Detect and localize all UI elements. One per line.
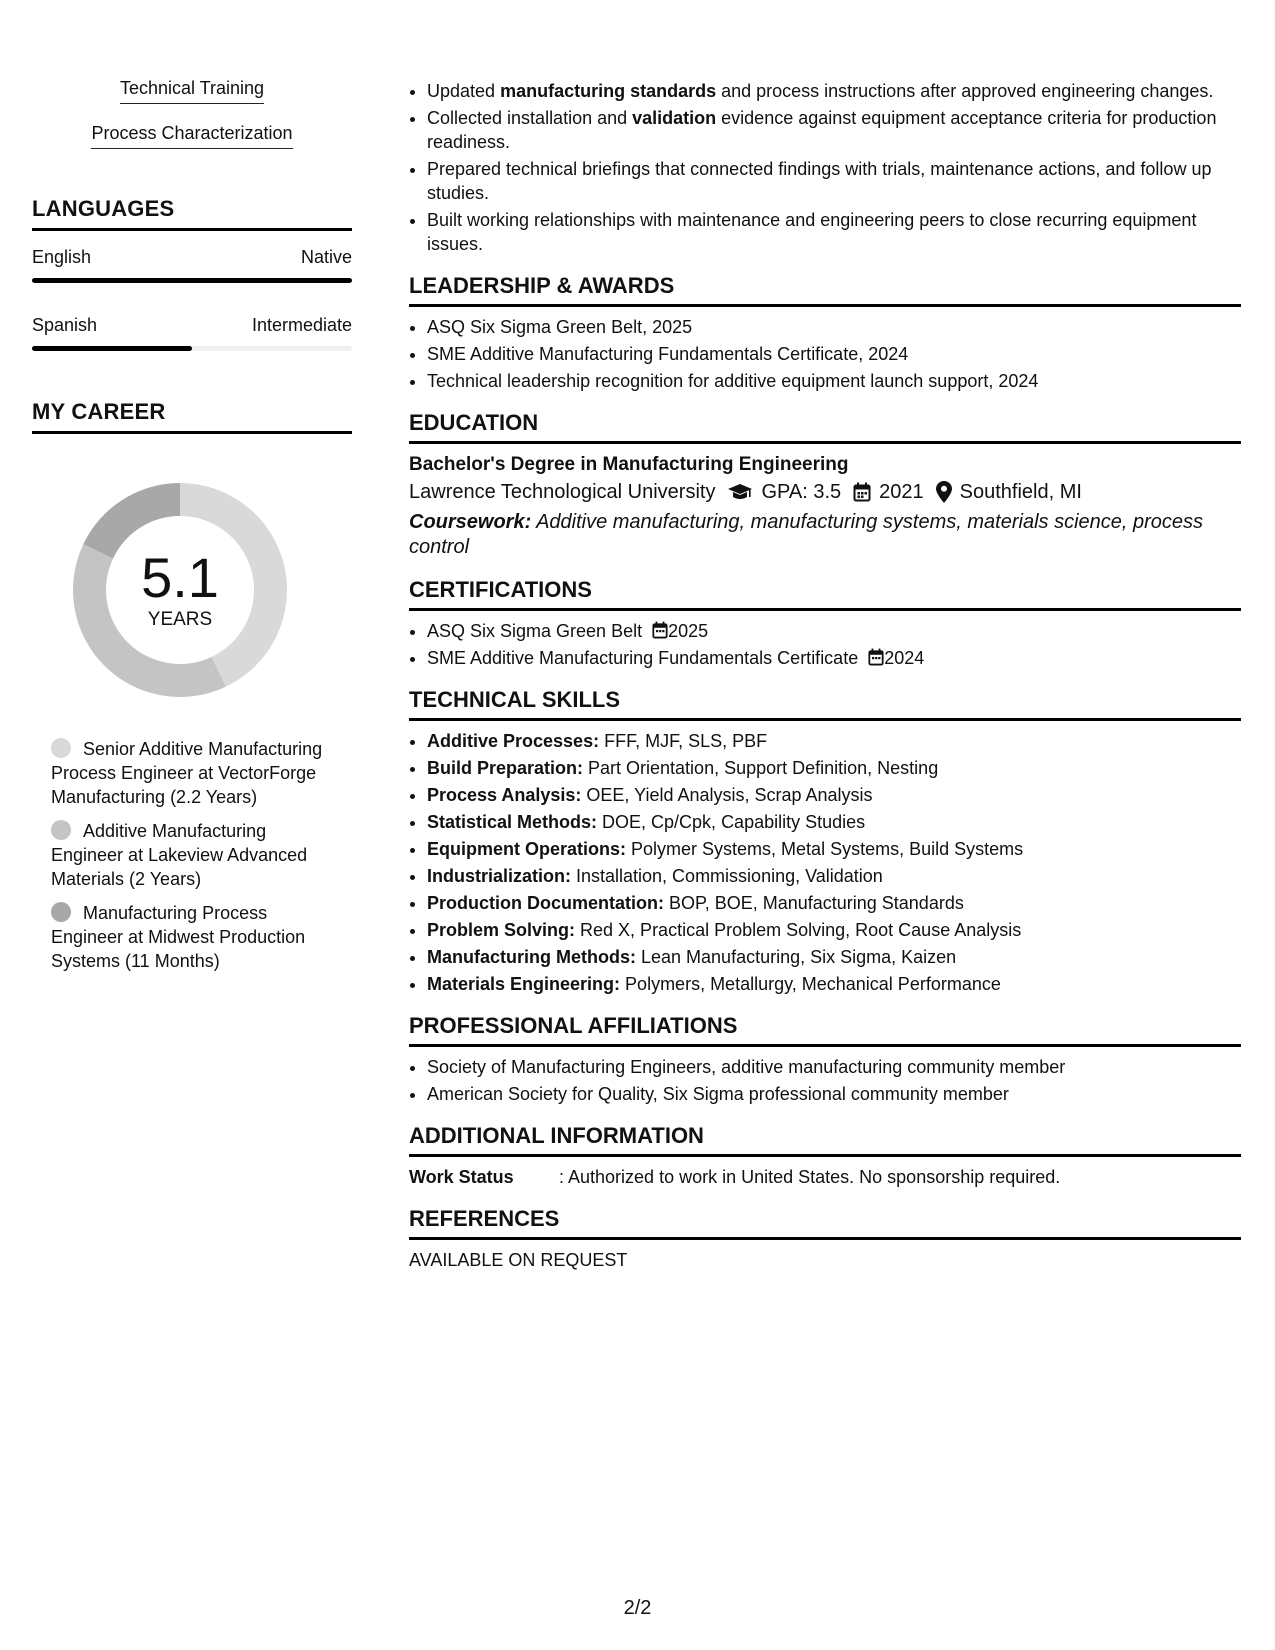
certification-name: SME Additive Manufacturing Fundamentals Certificate bbox=[427, 648, 859, 668]
certification-item bbox=[427, 646, 1241, 670]
skill-category: Materials Engineering: bbox=[427, 974, 621, 994]
career-job-item bbox=[51, 819, 352, 891]
additional-info-section bbox=[409, 1123, 1241, 1189]
graduation-year: 2021 bbox=[879, 481, 924, 503]
language-level: Intermediate bbox=[251, 315, 352, 335]
language-proficiency-fill bbox=[32, 346, 192, 351]
coursework bbox=[409, 510, 1241, 560]
experience-bullets bbox=[409, 79, 1241, 256]
donut-center bbox=[67, 546, 293, 631]
references-section bbox=[409, 1206, 1241, 1272]
certification-year: 2024 bbox=[884, 648, 925, 668]
affiliations-list bbox=[409, 1055, 1241, 1106]
skill-category: Problem Solving: bbox=[427, 920, 576, 940]
references-text: AVAILABLE ON REQUEST bbox=[409, 1250, 628, 1270]
language-list bbox=[32, 245, 352, 351]
skill-tags bbox=[32, 76, 352, 166]
bullet-emphasis: validation bbox=[632, 108, 717, 128]
bullet-text: Prepared technical briefings that connected findings with trials, maintenance actions, and follow up studies. bbox=[427, 159, 1212, 203]
affiliation-item: • American Society for Quality, Six Sigma professional community member bbox=[427, 1082, 1241, 1106]
technical-skill-item bbox=[427, 864, 1241, 888]
leadership-item: • ASQ Six Sigma Green Belt, 2025 bbox=[427, 315, 1241, 339]
education-section bbox=[409, 410, 1241, 560]
skill-values: BOP, BOE, Manufacturing Standards bbox=[664, 893, 964, 913]
map-pin-icon bbox=[936, 481, 952, 503]
legend-dot-icon bbox=[51, 738, 71, 758]
skill-category: Statistical Methods: bbox=[427, 812, 598, 832]
bullet-text: and process instructions after approved engineering changes. bbox=[716, 81, 1214, 101]
gpa: GPA: 3.5 bbox=[761, 481, 842, 503]
leadership-heading: LEADERSHIP & AWARDS bbox=[409, 273, 1241, 307]
skill-category: Process Analysis: bbox=[427, 785, 582, 805]
career-job-text: Additive Manufacturing Engineer at Lakeview Advanced Materials (2 Years) bbox=[51, 821, 308, 889]
skill-values: Lean Manufacturing, Six Sigma, Kaizen bbox=[636, 947, 957, 967]
skill-category: Production Documentation: bbox=[427, 893, 664, 913]
technical-skill-item bbox=[427, 891, 1241, 915]
technical-skill-item bbox=[427, 756, 1241, 780]
skill-category: Manufacturing Methods: bbox=[427, 947, 636, 967]
work-status-value: : Authorized to work in United States. No sponsorship required. bbox=[559, 1167, 1061, 1187]
technical-skill-item bbox=[427, 810, 1241, 834]
technical-skills-heading: TECHNICAL SKILLS bbox=[409, 687, 1241, 721]
technical-skill-item bbox=[427, 972, 1241, 996]
technical-skill-item bbox=[427, 837, 1241, 861]
bullet-emphasis: manufacturing standards bbox=[500, 81, 717, 101]
leadership-item: • SME Additive Manufacturing Fundamentals Certificate, 2024 bbox=[427, 342, 1241, 366]
certification-year: 2025 bbox=[668, 621, 709, 641]
skill-values: DOE, Cp/Cpk, Capability Studies bbox=[597, 812, 866, 832]
career-job-item bbox=[51, 737, 352, 809]
skill-category: Equipment Operations: bbox=[427, 839, 627, 859]
bullet-text: evidence against equipment acceptance criteria for production readiness. bbox=[427, 108, 1217, 152]
language-proficiency-bar bbox=[32, 346, 352, 351]
technical-skills-list bbox=[409, 729, 1241, 996]
right-column bbox=[409, 79, 1241, 1272]
technical-skill-item bbox=[427, 918, 1241, 942]
career-donut-chart bbox=[67, 477, 293, 703]
skill-category: Industrialization: bbox=[427, 866, 571, 886]
languages-heading: LANGUAGES bbox=[32, 196, 352, 231]
skill-values: Red X, Practical Problem Solving, Root Cause Analysis bbox=[575, 920, 1022, 940]
school-name: Lawrence Technological University bbox=[409, 481, 716, 503]
work-status-label: Work Status bbox=[409, 1167, 514, 1187]
skill-category: Additive Processes: bbox=[427, 731, 600, 751]
language-name: Spanish bbox=[32, 315, 98, 335]
certifications-list bbox=[409, 619, 1241, 670]
school-location: Southfield, MI bbox=[959, 481, 1082, 503]
leadership-section bbox=[409, 273, 1241, 393]
left-column bbox=[32, 76, 352, 983]
language-level: Native bbox=[300, 247, 352, 267]
experience-bullet bbox=[427, 208, 1241, 256]
coursework-label: Coursework: bbox=[409, 511, 532, 533]
affiliation-item: • Society of Manufacturing Engineers, additive manufacturing community member bbox=[427, 1055, 1241, 1079]
calendar-icon bbox=[868, 648, 884, 668]
bullet-text: Collected installation and bbox=[427, 108, 633, 128]
legend-dot-icon bbox=[51, 820, 71, 840]
skill-values: OEE, Yield Analysis, Scrap Analysis bbox=[581, 785, 873, 805]
career-job-list bbox=[32, 737, 352, 973]
career-job-item bbox=[51, 901, 352, 973]
languages-section bbox=[32, 196, 352, 351]
affiliations-heading: PROFESSIONAL AFFILIATIONS bbox=[409, 1013, 1241, 1047]
skill-values: FFF, MJF, SLS, PBF bbox=[599, 731, 768, 751]
coursework-text: Additive manufacturing, manufacturing systems, materials science, process control bbox=[409, 511, 1204, 558]
certifications-heading: CERTIFICATIONS bbox=[409, 577, 1241, 611]
language-row bbox=[32, 245, 352, 269]
certification-name: ASQ Six Sigma Green Belt bbox=[427, 621, 643, 641]
skill-values: Polymer Systems, Metal Systems, Build Systems bbox=[626, 839, 1024, 859]
additional-info-heading: ADDITIONAL INFORMATION bbox=[409, 1123, 1241, 1157]
language-proficiency-fill bbox=[32, 278, 352, 283]
education-heading: EDUCATION bbox=[409, 410, 1241, 444]
technical-skill-item bbox=[427, 729, 1241, 753]
graduation-cap-icon bbox=[727, 483, 753, 501]
work-status-row bbox=[409, 1165, 1241, 1189]
degree-title: Bachelor's Degree in Manufacturing Engineering bbox=[409, 454, 849, 475]
technical-skill-item bbox=[427, 945, 1241, 969]
certifications-section bbox=[409, 577, 1241, 670]
page-number: 2/2 bbox=[623, 1597, 652, 1619]
education-meta bbox=[409, 478, 1241, 506]
technical-skill-item bbox=[427, 783, 1241, 807]
affiliations-section bbox=[409, 1013, 1241, 1106]
skill-values: Polymers, Metallurgy, Mechanical Performance bbox=[620, 974, 1001, 994]
bullet-text: Updated bbox=[427, 81, 501, 101]
career-job-text: Senior Additive Manufacturing Process Engineer at VectorForge Manufacturing (2.2 Years) bbox=[51, 739, 323, 807]
skill-category: Build Preparation: bbox=[427, 758, 584, 778]
calendar-icon bbox=[853, 482, 871, 502]
skill-tag: Process Characterization bbox=[91, 121, 292, 149]
skill-tag: Technical Training bbox=[120, 76, 264, 104]
legend-dot-icon bbox=[51, 902, 71, 922]
career-total-unit: YEARS bbox=[147, 609, 213, 630]
leadership-list bbox=[409, 315, 1241, 393]
experience-bullet bbox=[427, 106, 1241, 154]
certification-item bbox=[427, 619, 1241, 643]
career-job-text: Manufacturing Process Engineer at Midwest Production Systems (11 Months) bbox=[51, 903, 306, 971]
career-total-value: 5.1 bbox=[141, 546, 219, 609]
skill-values: Installation, Commissioning, Validation bbox=[571, 866, 883, 886]
leadership-item: • Technical leadership recognition for additive equipment launch support, 2024 bbox=[427, 369, 1241, 393]
language-row bbox=[32, 313, 352, 337]
bullet-text: Built working relationships with maintenance and engineering peers to close recurring equipment issues. bbox=[427, 210, 1197, 254]
experience-bullet bbox=[427, 157, 1241, 205]
references-heading: REFERENCES bbox=[409, 1206, 1241, 1240]
technical-skills-section bbox=[409, 687, 1241, 996]
language-proficiency-bar bbox=[32, 278, 352, 283]
language-name: English bbox=[32, 247, 92, 267]
career-section bbox=[32, 399, 352, 973]
skill-values: Part Orientation, Support Definition, Nesting bbox=[583, 758, 939, 778]
calendar-icon bbox=[652, 621, 668, 641]
experience-bullet bbox=[427, 79, 1241, 103]
career-heading: MY CAREER bbox=[32, 399, 352, 434]
